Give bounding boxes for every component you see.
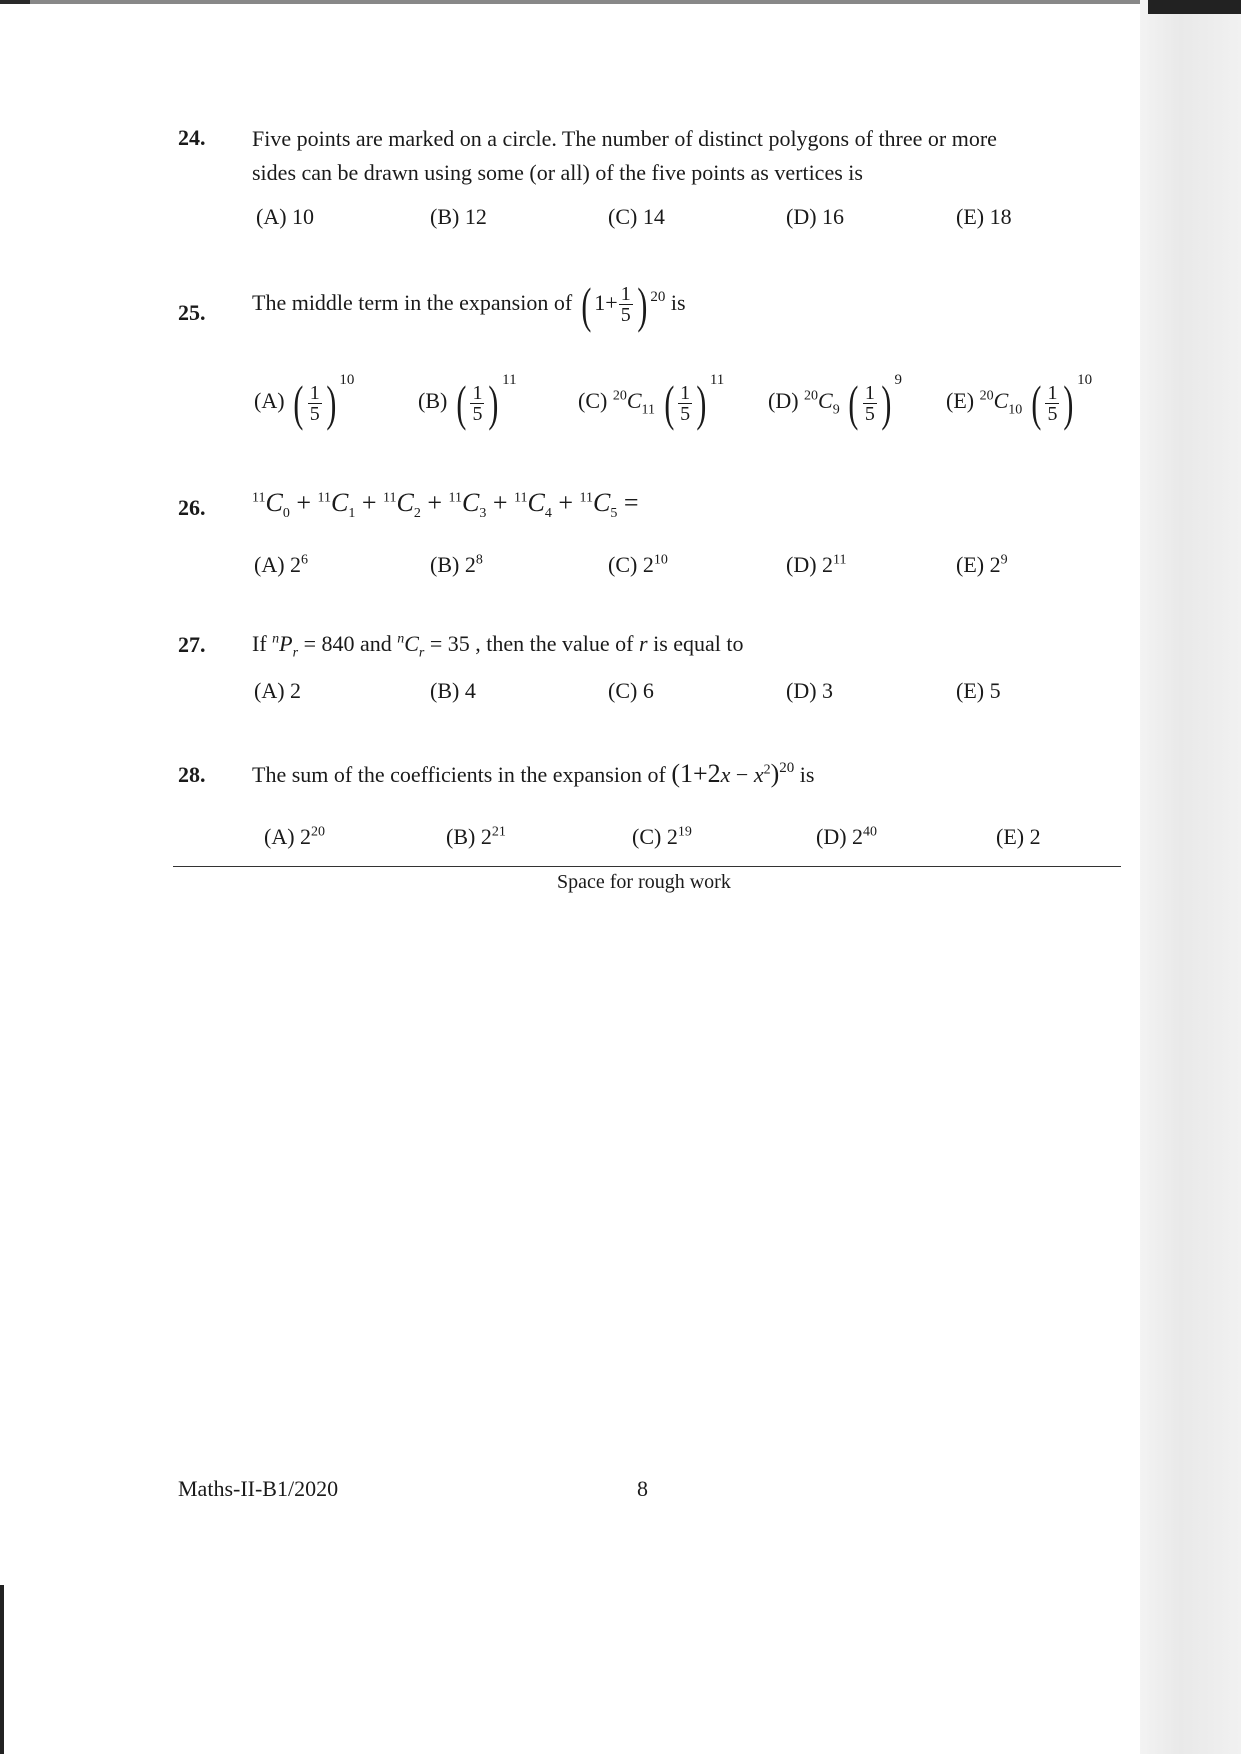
option-e[interactable]: (E) 18: [956, 204, 1012, 229]
question-text: [252, 276, 1122, 333]
option-b[interactable]: (B) 12: [430, 204, 487, 229]
question-number: 24.: [178, 125, 206, 150]
option-c[interactable]: (C) $2^{19}$: [632, 824, 692, 849]
question-text-line: Five points are marked on a circle. The number of distinct polygons of three or more: [252, 126, 997, 151]
option-b[interactable]: (B) $2^8$: [430, 552, 483, 577]
option-b[interactable]: (B) ( $\frac{1}{5}$ ) $^{11}$: [418, 372, 517, 431]
question-text: [252, 486, 1122, 520]
option-a[interactable]: (A) $2^6$: [254, 552, 309, 577]
scan-edge-left: [0, 1585, 4, 1754]
question-number: 26.: [178, 495, 206, 520]
scan-edge-right: [1140, 0, 1241, 1754]
binomial-expression: ( 1+ $\frac{1}{5}$ ) $^{20}$: [580, 276, 666, 333]
option-c[interactable]: (C) $^{20}C_{11}$ ( $\frac{1}{5}$ ) $^{11}$: [578, 372, 725, 431]
option-b[interactable]: (B) $2^{21}$: [446, 824, 506, 849]
question-text-line: sides can be drawn using some (or all) of the five points as vertices is: [252, 160, 863, 185]
option-a[interactable]: (A) 2: [254, 678, 302, 703]
polynomial-expression: $(1+2x - x^2)^{20}$: [671, 759, 795, 788]
exponent: 20: [650, 289, 666, 305]
rough-work-divider: [173, 866, 1121, 867]
option-e[interactable]: (E) $2^9$: [956, 552, 1008, 577]
option-e[interactable]: (E) $^{20}C_{10}$ ( $\frac{1}{5}$ ) $^{10}$: [946, 372, 1093, 431]
option-d[interactable]: (D) $2^{11}$: [786, 552, 847, 577]
question-number: 28.: [178, 762, 206, 787]
question-text-suffix: is: [670, 290, 686, 315]
option-d[interactable]: (D) 16: [786, 204, 845, 229]
scan-edge-top: [0, 0, 1241, 4]
option-c[interactable]: (C) 6: [608, 678, 654, 703]
term: $^{11}C_1$ +: [317, 488, 383, 522]
option-b[interactable]: (B) 4: [430, 678, 476, 703]
question-text: If $^nP_r = 840$ and $^nC_r = 35$ , then the value of r is equal to: [252, 631, 744, 661]
rough-work-label: Space for rough work: [557, 871, 731, 893]
question-text: [252, 122, 1122, 190]
term: $^{11}C_2$ +: [383, 488, 449, 522]
option-c[interactable]: (C) 14: [608, 204, 665, 229]
scan-edge-corner: [1148, 0, 1241, 14]
term: $^{11}C_5$ =: [579, 488, 639, 522]
option-a[interactable]: (A) 10: [256, 204, 315, 229]
option-e[interactable]: (E) 5: [956, 678, 1001, 703]
term: $^{11}C_3$ +: [448, 488, 514, 522]
option-d[interactable]: (D) $2^{40}$: [816, 824, 878, 849]
question-number: 25.: [178, 300, 206, 325]
fraction: $\frac{1}{5}$: [620, 283, 631, 327]
expr-one: 1+: [594, 290, 618, 315]
option-e[interactable]: (E) 2: [996, 824, 1041, 849]
option-c[interactable]: (C) $2^{10}$: [608, 552, 668, 577]
option-d[interactable]: (D) $^{20}C_9$ ( $\frac{1}{5}$ ) $^9$: [768, 372, 903, 431]
term: $^{11}C_0$ +: [252, 488, 318, 522]
question-text: The sum of the coefficients in the expansion of $(1+2x - x^2)^{20}$ is: [252, 757, 1122, 792]
option-d[interactable]: (D) 3: [786, 678, 834, 703]
page-number: 8: [637, 1476, 648, 1501]
question-number: 27.: [178, 632, 206, 657]
term: $^{11}C_4$ +: [514, 488, 580, 522]
option-a[interactable]: (A) ( $\frac{1}{5}$ ) $^{10}$: [254, 372, 355, 431]
question-text-prefix: The middle term in the expansion of: [252, 290, 573, 315]
option-a[interactable]: (A) $2^{20}$: [264, 824, 326, 849]
paper-code: Maths-II-B1/2020: [178, 1476, 339, 1501]
